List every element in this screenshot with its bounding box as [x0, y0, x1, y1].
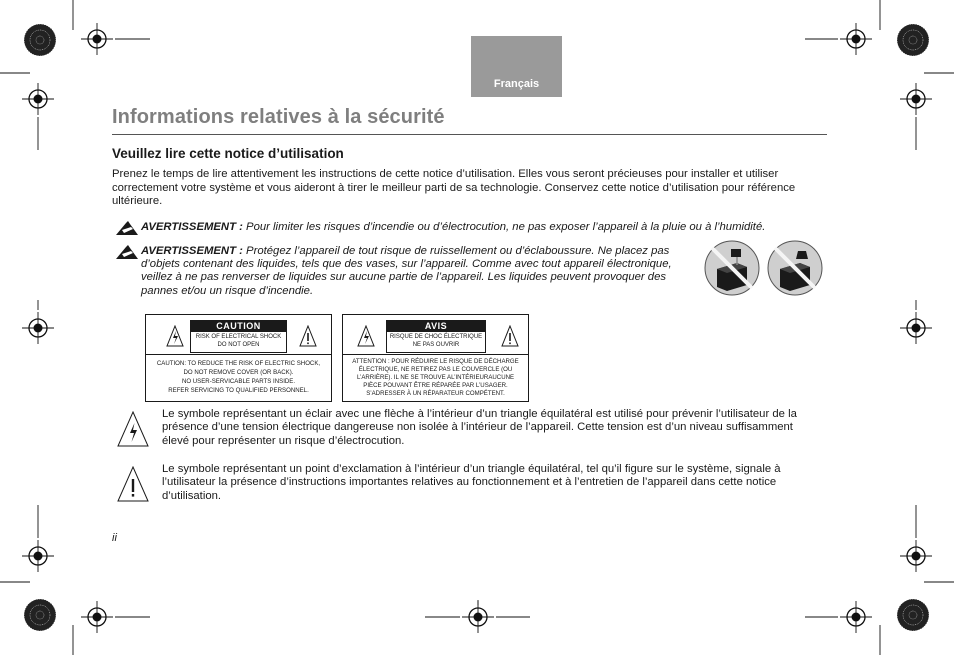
exclamation-symbol-description: Le symbole représentant un point d’exclamation à l’intérieur d’un triangle équilatéral, tel qu’il figure sur le système, signale à l’utilisateur la présence d’instructions importantes relatives au fonctionnement et à l’entretien de l’appareil dans cette notice d’utilisation.: [162, 463, 781, 502]
page-number: ii: [112, 532, 117, 544]
exclamation-triangle-icon: [117, 466, 149, 502]
avis-line: ATTENTION : POUR RÉDUIRE LE RISQUE DE DÉCHARGE: [352, 358, 519, 365]
caution-label: [145, 314, 332, 402]
caution-line: CAUTION: TO REDUCE THE RISK OF ELECTRIC SHOCK,: [156, 360, 321, 367]
no-vase-icon: [766, 239, 824, 297]
caution-line: DO NOT REMOVE COVER (OR BACK).: [183, 369, 294, 376]
avis-line: PIÈCE POUVANT ÊTRE RÉPARÉE PAR L’USAGER.: [363, 382, 508, 389]
avis-subheading: [386, 332, 486, 353]
lightning-triangle-icon: [117, 411, 149, 447]
warning-label: AVERTISSEMENT :: [141, 221, 243, 233]
section-subtitle: Veuillez lire cette notice d’utilisation: [112, 146, 344, 161]
warning-label: AVERTISSEMENT :: [141, 245, 243, 257]
caution-line: REFER SERVICING TO QUALIFIED PERSONNEL.: [168, 387, 309, 394]
avis-line: ÉLECTRIQUE, NE RETIREZ PAS LE COUVERCLE (OU: [358, 366, 513, 373]
caution-subheading: [190, 332, 287, 353]
caution-body: [148, 359, 329, 395]
lightning-triangle-icon: [166, 325, 184, 347]
caution-line: NO USER-SERVICABLE PARTS INSIDE.: [181, 378, 296, 385]
exclamation-triangle-icon: [299, 325, 317, 347]
avis-label-header: [343, 315, 528, 355]
avis-body: [345, 358, 526, 398]
language-tab: [471, 36, 562, 97]
title-divider: [112, 134, 827, 135]
caution-sub-line: RISK OF ELECTRICAL SHOCK: [195, 334, 282, 340]
warning-hand-icon: [116, 221, 138, 235]
warning-rain: [141, 221, 831, 234]
avis-line: S’ADRESSER À UN RÉPARATEUR COMPÉTENT.: [366, 390, 505, 397]
lightning-triangle-icon: [357, 325, 375, 347]
page-title: Informations relatives à la sécurité: [112, 106, 445, 128]
avis-heading: AVIS: [386, 320, 486, 332]
warning-text: Protégez l’appareil de tout risque de ruissellement ou d’éclaboussure. Ne placez pas d’objets contenant des liquides, tels que des vases, sur l’appareil. Comme avec tout appareil électronique, veillez à ne pas renverser de liquides sur aucune partie de l’appareil. Les liquides peuvent provoquer des pannes et/ou un risque d’incendie.: [141, 245, 672, 297]
warning-text: Pour limiter les risques d’incendie ou d’électrocution, ne pas exposer l’appareil à la pluie ou à l’humidité.: [242, 221, 766, 233]
caution-sub-line: DO NOT OPEN: [217, 341, 260, 348]
intro-paragraph: Prenez le temps de lire attentivement les instructions de cette notice d’utilisation. Elles vous seront précieuses pour installer et utiliser correctement votre système et vous aideront à tirer le meilleur parti de sa technologie. Conservez cette notice d’utilisation pour référence ultérieure.: [112, 168, 796, 208]
caution-label-header: [146, 315, 331, 355]
warning-hand-icon: [116, 245, 138, 259]
caution-heading: CAUTION: [190, 320, 287, 332]
avis-line: L’ARRIÈRE). IL NE SE TROUVE AL’INTÉRIEURAUCUNE: [356, 374, 515, 381]
avis-label: [342, 314, 529, 402]
avis-sub-line: RISQUE DE CHOC ÉLECTRIQUE: [389, 334, 483, 340]
avis-sub-line: NE PAS OUVRIR: [412, 341, 460, 348]
no-water-pouring-icon: [703, 239, 761, 297]
lightning-symbol-description: Le symbole représentant un éclair avec une flèche à l’intérieur d’un triangle équilatéral est utilisé pour prévenir l’utilisateur de la présence d’une tension électrique dangereuse non isolée à l’intérieur de l’appareil. Cette tension est d’un niveau suffisamment élevé pour représenter un risque d’électrocution.: [162, 408, 797, 447]
language-tab-label: Français: [493, 78, 540, 90]
exclamation-triangle-icon: [501, 325, 519, 347]
warning-liquids: [141, 245, 693, 298]
